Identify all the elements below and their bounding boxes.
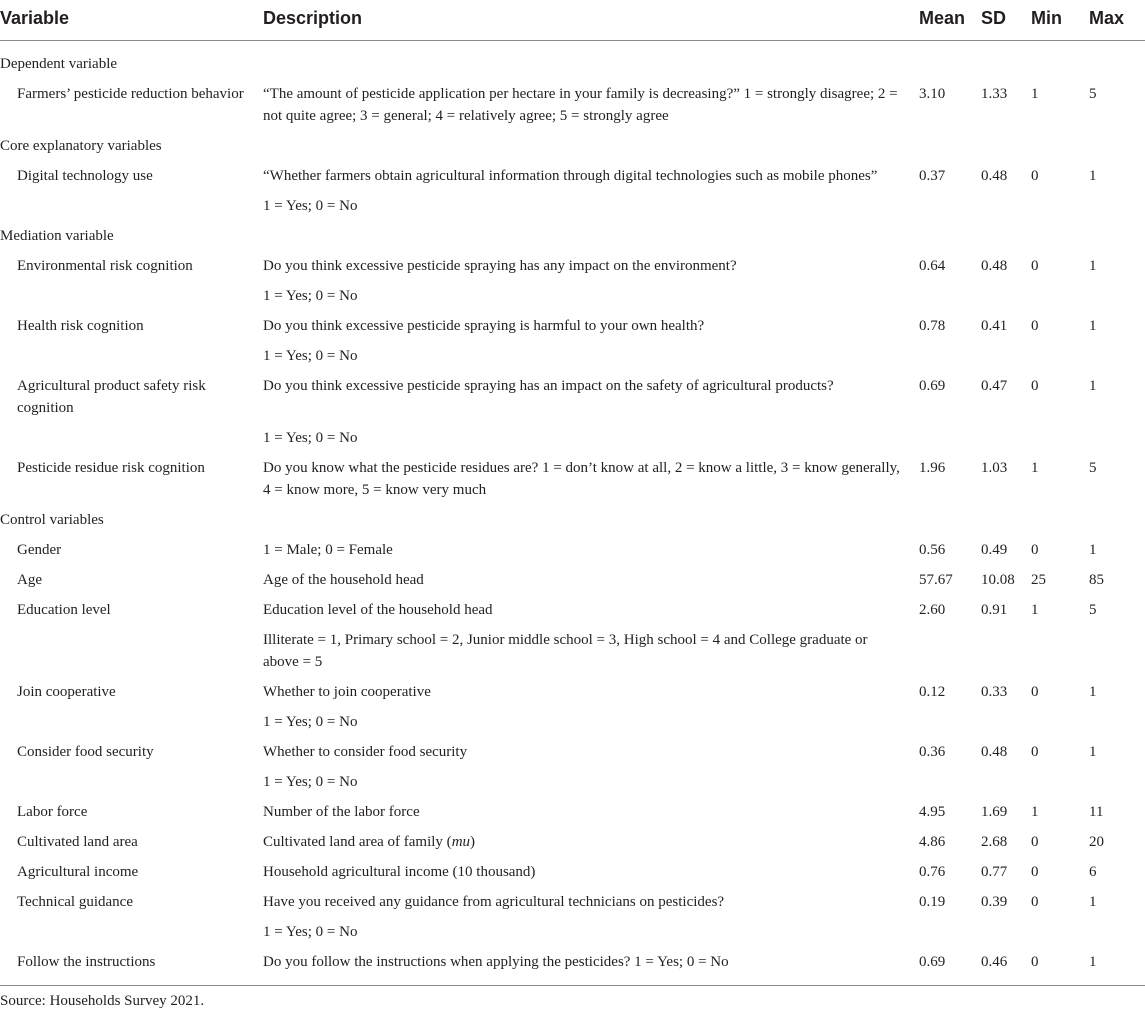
sd-value: 0.33 [981, 677, 1031, 707]
header-max: Max [1089, 0, 1145, 41]
description-text: Whether to join cooperative [263, 684, 431, 700]
min-value: 1 [1031, 595, 1089, 625]
mean-value: 2.60 [919, 595, 981, 625]
max-value: 1 [1089, 311, 1145, 341]
max-value: 1 [1089, 251, 1145, 281]
description-text: Do you think excessive pesticide spraying has an impact on the safety of agricultural products? [263, 378, 834, 394]
sd-value: 0.48 [981, 251, 1031, 281]
sd-value: 0.46 [981, 947, 1031, 977]
variable-name: Follow the instructions [0, 947, 263, 977]
variable-name: Pesticide residue risk cognition [0, 453, 263, 505]
table-row [0, 453, 1145, 505]
variable-coding: 1 = Yes; 0 = No [263, 423, 919, 453]
variable-description [263, 535, 919, 565]
description-text: Have you received any guidance from agricultural technicians on pesticides? [263, 894, 724, 910]
description-text: Household agricultural income (10 thousand) [263, 864, 535, 880]
max-value: 20 [1089, 827, 1145, 857]
header-variable: Variable [0, 0, 263, 41]
sd-value: 0.77 [981, 857, 1031, 887]
empty-cell [919, 281, 1145, 311]
variable-name: Digital technology use [0, 161, 263, 191]
table-row [0, 947, 1145, 977]
min-value: 0 [1031, 535, 1089, 565]
variable-name: Agricultural product safety risk cognition [0, 371, 263, 423]
min-value: 0 [1031, 311, 1089, 341]
group-label: Mediation variable [0, 221, 1145, 251]
min-value: 0 [1031, 677, 1089, 707]
empty-cell [919, 341, 1145, 371]
variable-coding: 1 = Yes; 0 = No [263, 191, 919, 221]
description-text: Do you follow the instructions when applying the pesticides? 1 = Yes; 0 = No [263, 954, 729, 970]
variable-coding: 1 = Yes; 0 = No [263, 917, 919, 947]
variable-coding: 1 = Yes; 0 = No [263, 341, 919, 371]
table-source-note: Source: Households Survey 2021. [0, 986, 1145, 1016]
min-value: 0 [1031, 827, 1089, 857]
sd-value: 0.48 [981, 737, 1031, 767]
sd-value: 0.91 [981, 595, 1031, 625]
max-value: 1 [1089, 947, 1145, 977]
table-row [0, 857, 1145, 887]
min-value: 1 [1031, 79, 1089, 131]
empty-cell [919, 707, 1145, 737]
table-row [0, 311, 1145, 341]
max-value: 85 [1089, 565, 1145, 595]
empty-cell [919, 191, 1145, 221]
mean-value: 0.37 [919, 161, 981, 191]
table-row-continuation [0, 767, 1145, 797]
description-text: “The amount of pesticide application per hectare in your family is decreasing?” 1 = strongly disagree; 2 = not quite agree; 3 = general; 4 = relatively agree; 5 = strongly agree [263, 86, 898, 124]
mean-value: 0.64 [919, 251, 981, 281]
max-value: 6 [1089, 857, 1145, 887]
max-value: 11 [1089, 797, 1145, 827]
variable-coding: 1 = Yes; 0 = No [263, 281, 919, 311]
table-row-continuation [0, 281, 1145, 311]
group-header-row [0, 49, 1145, 79]
table-row [0, 595, 1145, 625]
table-row [0, 797, 1145, 827]
table-row-continuation [0, 423, 1145, 453]
variable-description [263, 797, 919, 827]
table-body [0, 41, 1145, 986]
sd-value: 2.68 [981, 827, 1031, 857]
mean-value: 3.10 [919, 79, 981, 131]
empty-cell [0, 191, 263, 221]
table-row [0, 887, 1145, 917]
table-row-continuation [0, 917, 1145, 947]
variable-description [263, 947, 919, 977]
empty-cell [0, 341, 263, 371]
description-text: Number of the labor force [263, 804, 420, 820]
min-value: 0 [1031, 887, 1089, 917]
description-text: Do you think excessive pesticide spraying is harmful to your own health? [263, 318, 704, 334]
variable-description [263, 827, 919, 857]
empty-cell [0, 625, 263, 677]
mean-value: 0.78 [919, 311, 981, 341]
max-value: 1 [1089, 677, 1145, 707]
table-row [0, 161, 1145, 191]
table-row [0, 251, 1145, 281]
sd-value: 0.41 [981, 311, 1031, 341]
variable-description [263, 595, 919, 625]
variable-description [263, 371, 919, 423]
max-value: 1 [1089, 371, 1145, 423]
variable-name: Cultivated land area [0, 827, 263, 857]
variable-name: Education level [0, 595, 263, 625]
max-value: 1 [1089, 161, 1145, 191]
description-text: Cultivated land area of family ( [263, 834, 452, 850]
table-row-continuation [0, 341, 1145, 371]
max-value: 5 [1089, 595, 1145, 625]
empty-cell [0, 281, 263, 311]
description-text: Whether to consider food security [263, 744, 467, 760]
mean-value: 4.95 [919, 797, 981, 827]
variable-description [263, 79, 919, 131]
header-description: Description [263, 0, 919, 41]
variable-name: Consider food security [0, 737, 263, 767]
variable-name: Join cooperative [0, 677, 263, 707]
min-value: 0 [1031, 161, 1089, 191]
description-text: Do you think excessive pesticide spraying has any impact on the environment? [263, 258, 737, 274]
variable-coding: 1 = Yes; 0 = No [263, 707, 919, 737]
sd-value: 0.47 [981, 371, 1031, 423]
group-header-row [0, 131, 1145, 161]
sd-value: 1.69 [981, 797, 1031, 827]
header-sd: SD [981, 0, 1031, 41]
header-min: Min [1031, 0, 1089, 41]
sd-value: 0.39 [981, 887, 1031, 917]
description-unit: mu [452, 834, 470, 850]
table-row [0, 565, 1145, 595]
table-header-row [0, 0, 1145, 41]
sd-value: 0.49 [981, 535, 1031, 565]
max-value: 1 [1089, 887, 1145, 917]
sd-value: 1.33 [981, 79, 1031, 131]
max-value: 5 [1089, 453, 1145, 505]
variable-description [263, 887, 919, 917]
variable-name: Gender [0, 535, 263, 565]
variable-description [263, 311, 919, 341]
mean-value: 0.69 [919, 371, 981, 423]
description-text: Education level of the household head [263, 602, 493, 618]
variable-description [263, 737, 919, 767]
min-value: 0 [1031, 251, 1089, 281]
variable-name: Technical guidance [0, 887, 263, 917]
mean-value: 0.56 [919, 535, 981, 565]
empty-cell [0, 767, 263, 797]
mean-value: 0.12 [919, 677, 981, 707]
mean-value: 57.67 [919, 565, 981, 595]
empty-cell [919, 423, 1145, 453]
group-header-row [0, 505, 1145, 535]
description-text: 1 = Male; 0 = Female [263, 542, 393, 558]
mean-value: 4.86 [919, 827, 981, 857]
variable-name: Labor force [0, 797, 263, 827]
min-value: 0 [1031, 947, 1089, 977]
mean-value: 0.36 [919, 737, 981, 767]
variable-name: Environmental risk cognition [0, 251, 263, 281]
min-value: 25 [1031, 565, 1089, 595]
variable-name: Farmers’ pesticide reduction behavior [0, 79, 263, 131]
table-row-continuation [0, 625, 1145, 677]
mean-value: 1.96 [919, 453, 981, 505]
group-label: Control variables [0, 505, 1145, 535]
description-text-end: ) [470, 834, 475, 850]
variable-description [263, 161, 919, 191]
table-row [0, 79, 1145, 131]
description-text: Age of the household head [263, 572, 424, 588]
empty-cell [0, 707, 263, 737]
table-row [0, 677, 1145, 707]
min-value: 1 [1031, 797, 1089, 827]
table-row-continuation [0, 191, 1145, 221]
group-header-row [0, 221, 1145, 251]
table-row-continuation [0, 707, 1145, 737]
empty-cell [0, 917, 263, 947]
variable-coding: Illiterate = 1, Primary school = 2, Junior middle school = 3, High school = 4 and College graduate or above = 5 [263, 625, 919, 677]
mean-value: 0.76 [919, 857, 981, 887]
group-label: Core explanatory variables [0, 131, 1145, 161]
min-value: 0 [1031, 737, 1089, 767]
min-value: 1 [1031, 453, 1089, 505]
sd-value: 0.48 [981, 161, 1031, 191]
table-row [0, 535, 1145, 565]
variable-description [263, 565, 919, 595]
empty-cell [919, 625, 1145, 677]
max-value: 1 [1089, 535, 1145, 565]
mean-value: 0.19 [919, 887, 981, 917]
variable-name: Health risk cognition [0, 311, 263, 341]
empty-cell [0, 423, 263, 453]
variable-description [263, 857, 919, 887]
variable-description [263, 251, 919, 281]
table-row [0, 371, 1145, 423]
variable-name: Age [0, 565, 263, 595]
header-mean: Mean [919, 0, 981, 41]
table-row [0, 827, 1145, 857]
empty-cell [919, 917, 1145, 947]
variable-name: Agricultural income [0, 857, 263, 887]
empty-cell [919, 767, 1145, 797]
sd-value: 1.03 [981, 453, 1031, 505]
min-value: 0 [1031, 371, 1089, 423]
description-text: “Whether farmers obtain agricultural information through digital technologies such as mobile phones” [263, 168, 877, 184]
variable-description [263, 677, 919, 707]
description-text: Do you know what the pesticide residues are? 1 = don’t know at all, 2 = know a little, 3 = know generally, 4 = know more, 5 = know very much [263, 460, 900, 498]
min-value: 0 [1031, 857, 1089, 887]
sd-value: 10.08 [981, 565, 1031, 595]
max-value: 1 [1089, 737, 1145, 767]
mean-value: 0.69 [919, 947, 981, 977]
variable-coding: 1 = Yes; 0 = No [263, 767, 919, 797]
variable-description [263, 453, 919, 505]
group-label: Dependent variable [0, 49, 1145, 79]
table-row [0, 737, 1145, 767]
max-value: 5 [1089, 79, 1145, 131]
